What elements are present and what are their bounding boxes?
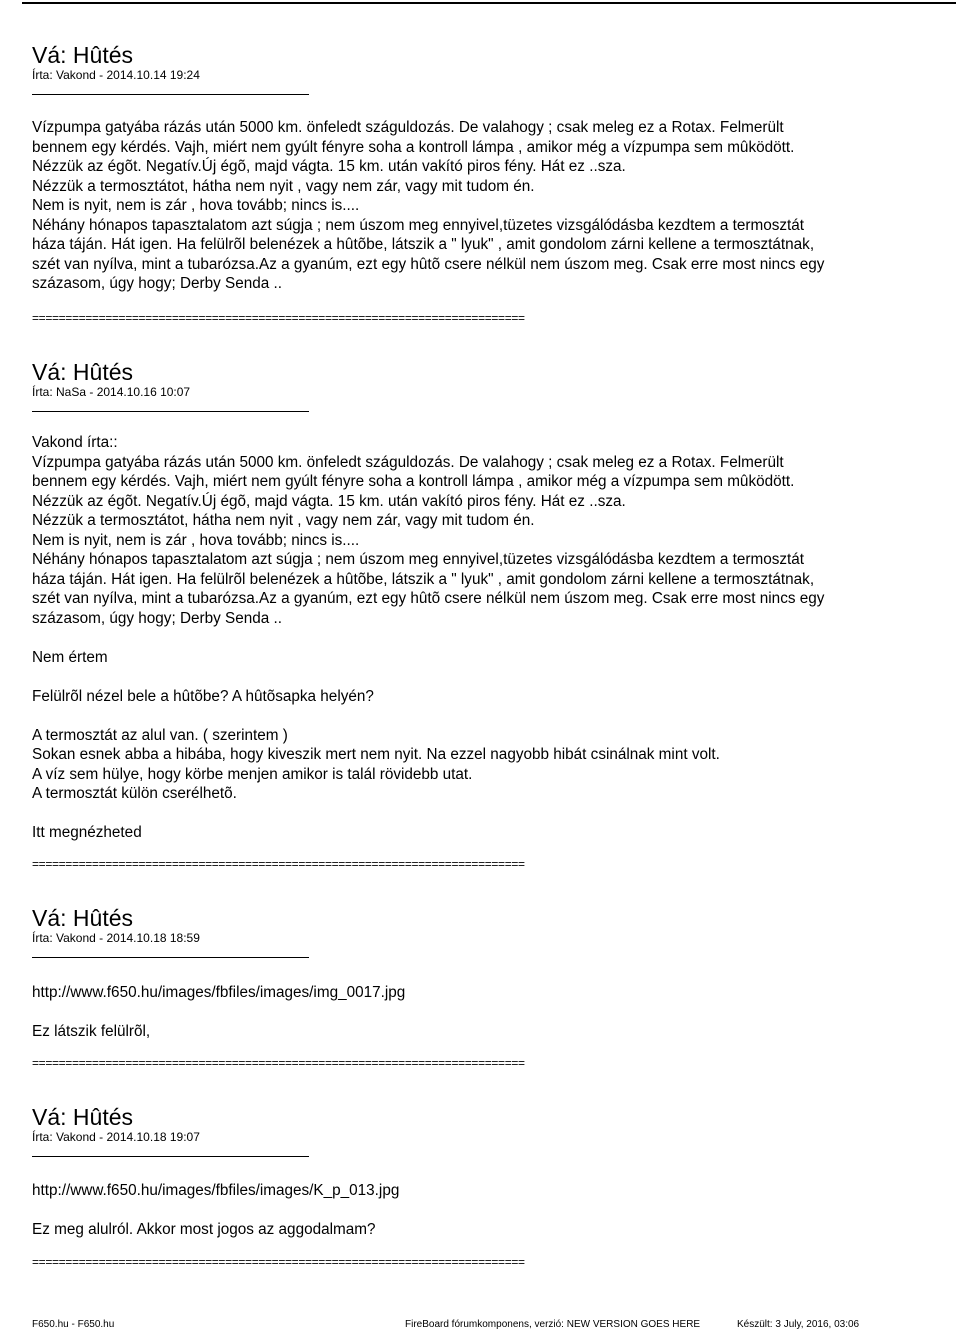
separator-line: ========================================================================== [32, 857, 525, 871]
post-meta: Írta: NaSa - 2014.10.16 10:07 [32, 385, 191, 399]
post-meta: Írta: Vakond - 2014.10.18 18:59 [32, 931, 200, 945]
post-1 [32, 42, 932, 95]
post-body: Vakond írta:: Vízpumpa gatyába rázás után 5000 km. önfeledt száguldozás. De valahogy ; csak meleg ez a Rotax. Felmerült bennem egy kérdés. Vajh, miért nem gyúlt fényre soha a kontroll lámpa , amikor még a vízpumpa sem mûködött. Nézzük az égõt. Negatív.Új égõ, majd vágta. 15 km. után vakító piros fény. Hát ez ..sza. Nézzük a termosztátot, hátha nem nyit , vagy nem zár, vagy mit tudom én. Nem is nyit, nem is zár , hova tovább; nincs is.... Néhány hónapos tapasztalatom azt súgja ; nem úszom meg ennyivel,tüzetes vizsgálódásba kezdtem a termosztát háza táján. Hát igen. Ha felülrõl belenézek a hûtõbe, látszik a " lyuk" , amit gondolom zárni kellene a termosztátnak, szét van nyílva, mint a tubarózsa.Az a gyanúm, ezt egy hûtõ csere nélkül nem úszom meg. Csak erre most nincs egy százasom, úgy hogy; Derby Senda .. Nem értem Felülrõl nézel bele a hûtõbe? A hûtõsapka helyén? A termosztát az alul van. ( szerintem ) Sokan esnek abba a hibába, hogy kiveszik mert nem nyit. Na ezzel nagyobb hibát csinálnak mint volt. A víz sem hülye, hogy körbe menjen amikor is talál rövidebb utat. A termosztát külön cserélhetõ. Itt megnézheted [32, 434, 825, 841]
post-meta: Írta: Vakond - 2014.10.18 19:07 [32, 1130, 200, 1144]
post-3 [32, 905, 932, 958]
top-rule [22, 2, 956, 4]
post-4 [32, 1104, 932, 1157]
post-meta: Írta: Vakond - 2014.10.14 19:24 [32, 68, 200, 82]
post-rule [32, 1156, 309, 1157]
post-title: Vá: Hûtés [32, 1104, 133, 1130]
post-title: Vá: Hûtés [32, 359, 133, 385]
separator-line: ========================================================================== [32, 311, 525, 325]
separator-line: ========================================================================== [32, 1255, 525, 1269]
post-rule [32, 94, 309, 95]
post-body: http://www.f650.hu/images/fbfiles/images/K_p_013.jpg Ez meg alulról. Akkor most jogos az aggodalmam? [32, 1182, 400, 1238]
post-title: Vá: Hûtés [32, 42, 133, 68]
separator-line: ========================================================================== [32, 1056, 525, 1070]
post-body: http://www.f650.hu/images/fbfiles/images/img_0017.jpg Ez látszik felülrõl, [32, 984, 406, 1040]
post-body: Vízpumpa gatyába rázás után 5000 km. önfeledt száguldozás. De valahogy ; csak meleg ez a Rotax. Felmerült bennem egy kérdés. Vajh, miért nem gyúlt fényre soha a kontroll lámpa , amikor még a vízpumpa sem mûködött. Nézzük az égõt. Negatív.Új égõ, majd vágta. 15 km. után vakító piros fény. Hát ez ..sza. Nézzük a termosztátot, hátha nem nyit , vagy nem zár, vagy mit tudom én. Nem is nyit, nem is zár , hova tovább; nincs is.... Néhány hónapos tapasztalatom azt súgja ; nem úszom meg ennyivel,tüzetes vizsgálódásba kezdtem a termosztát háza táján. Hát igen. Ha felülrõl belenézek a hûtõbe, látszik a " lyuk" , amit gondolom zárni kellene a termosztátnak, szét van nyílva, mint a tubarózsa.Az a gyanúm, ezt egy hûtõ csere nélkül nem úszom meg. Csak erre most nincs egy százasom, úgy hogy; Derby Senda .. [32, 119, 825, 292]
footer-component: FireBoard fórumkomponens, verzió: NEW VERSION GOES HERE [405, 1319, 701, 1330]
post-rule [32, 411, 309, 412]
footer-generated: Készült: 3 July, 2016, 03:06 [737, 1319, 860, 1330]
footer-site: F650.hu - F650.hu [32, 1319, 115, 1330]
post-title: Vá: Hûtés [32, 905, 133, 931]
post-2 [32, 359, 932, 412]
post-rule [32, 957, 309, 958]
